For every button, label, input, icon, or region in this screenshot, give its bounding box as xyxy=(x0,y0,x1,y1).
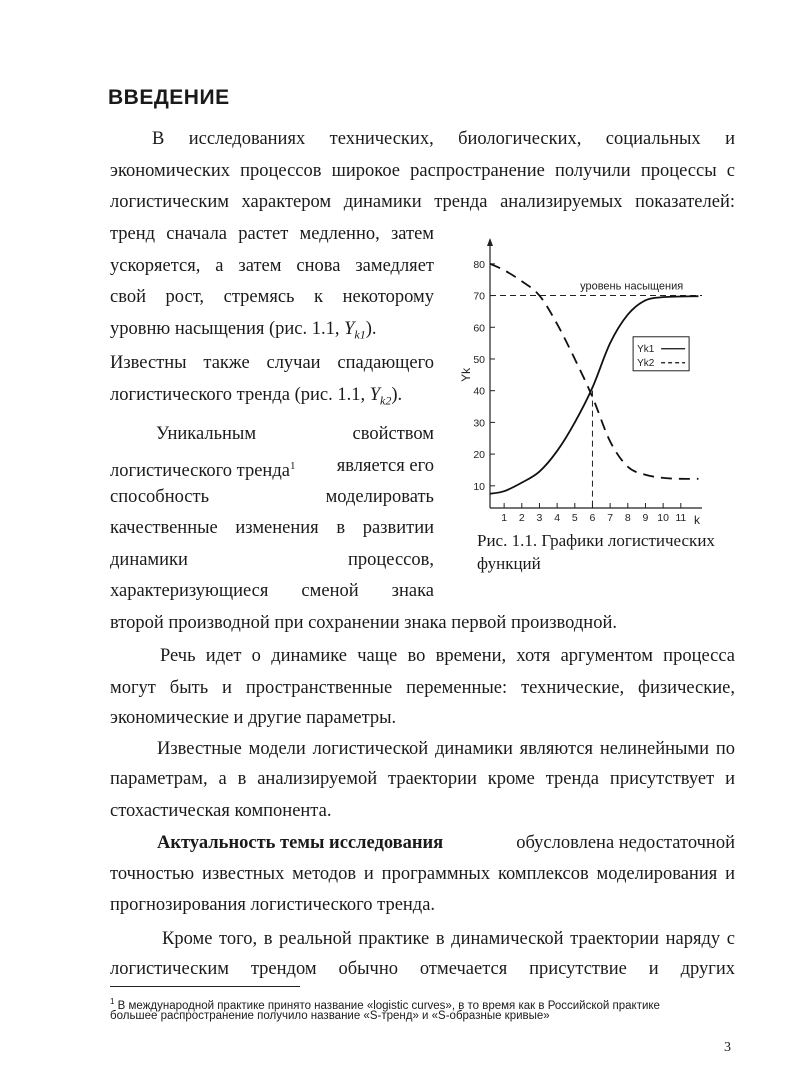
para2-line1: Уникальным свойством xyxy=(156,424,434,444)
x-tick-label: 11 xyxy=(675,512,687,524)
x-axis-label: k xyxy=(694,513,700,527)
para2-line7: второй производной при сохранении знака первой производной. xyxy=(110,613,617,633)
x-tick-label: 1 xyxy=(501,512,508,524)
para1-line2: экономических процессов широкое распространение получили процессы с xyxy=(110,161,735,181)
para1-line3: логистическим характером динамики тренда анализируемых показателей: xyxy=(110,192,735,212)
para4-line1: Известные модели логистической динамики являются нелинейными по xyxy=(157,739,735,759)
para1-line7: уровню насыщения (рис. 1.1, $Y_{k1}$). xyxy=(110,319,377,342)
para1-line1: В исследованиях технических, биологических, социальных и xyxy=(152,129,735,149)
para2-line2: логистического тренда$^1$ является его xyxy=(110,456,434,482)
x-tick-label: 8 xyxy=(624,512,631,524)
para2-line4: качественные изменения в развитии xyxy=(110,518,434,538)
section-heading: ВВЕДЕНИЕ xyxy=(108,86,230,109)
x-tick-label: 6 xyxy=(589,512,596,524)
para2-line6: характеризующиеся сменой знака xyxy=(110,581,434,601)
logistic-chart xyxy=(440,236,740,528)
y-tick-label: 70 xyxy=(473,290,485,303)
legend-label: Yk1 xyxy=(637,343,655,355)
para5-line3: прогнозирования логистического тренда. xyxy=(110,895,436,915)
x-tick-label: 9 xyxy=(642,512,649,524)
series-yk1-line xyxy=(490,296,698,494)
x-tick-label: 4 xyxy=(554,512,561,524)
y-tick-label: 10 xyxy=(473,480,485,493)
y-tick-label: 20 xyxy=(473,449,485,462)
figure-caption-line1: Рис. 1.1. Графики логистических xyxy=(477,531,715,550)
x-tick-label: 2 xyxy=(518,512,525,524)
para1-line4: тренд сначала растет медленно, затем xyxy=(110,224,434,244)
footnote-line1: $^1$ В международной практике принято название «logistic curves», в то время как в Российской практике xyxy=(110,997,660,1012)
footnote-line2: большее распространение получило название «S-тренд» и «S-образные кривые» xyxy=(110,1010,550,1022)
legend-label: Yk2 xyxy=(637,357,655,369)
x-tick-label: 5 xyxy=(571,512,578,524)
figure-caption-line2: функций xyxy=(477,554,541,573)
para6-line1: Кроме того, в реальной практике в динамической траектории наряду с xyxy=(162,929,735,949)
para4-line3: стохастическая компонента. xyxy=(110,801,332,821)
y-tick-label: 80 xyxy=(473,258,485,271)
para1-line8: Известны также случаи спадающего xyxy=(110,353,434,373)
para3-line2: могут быть и пространственные переменные: технические, физические, xyxy=(110,678,735,698)
y-axis-arrow xyxy=(487,238,493,246)
para3-line1: Речь идет о динамике чаще во времени, хотя аргументом процесса xyxy=(160,646,735,666)
y-axis-label: Yk xyxy=(459,367,473,382)
para5-line1: Актуальность темы исследования обусловлена недостаточной xyxy=(157,833,735,853)
para2-line5: динамики процессов, xyxy=(110,550,434,570)
y-tick-label: 30 xyxy=(473,417,485,430)
para1-line9: логистического тренда (рис. 1.1, $Y_{k2}$). xyxy=(110,385,403,408)
y-tick-label: 50 xyxy=(473,353,485,366)
x-tick-label: 7 xyxy=(607,512,614,524)
y-tick-label: 40 xyxy=(473,385,485,398)
x-tick-label: 10 xyxy=(657,512,669,524)
y-tick-label: 60 xyxy=(473,322,485,335)
saturation-label: уровень насыщения xyxy=(580,280,684,293)
para1-line6: свой рост, стремясь к некоторому xyxy=(110,287,434,307)
para5-line2: точностью известных методов и программных комплексов моделирования и xyxy=(110,864,735,884)
para2-line3: способность моделировать xyxy=(110,487,434,507)
para1-line5: ускоряется, а затем снова замедляет xyxy=(110,256,434,276)
para6-line2: логистическим трендом обычно отмечается присутствие и других xyxy=(110,959,735,979)
x-tick-label: 3 xyxy=(536,512,543,524)
page-number: 3 xyxy=(724,1040,731,1055)
footnote-rule xyxy=(110,986,300,987)
para3-line3: экономические и другие параметры. xyxy=(110,708,397,728)
para4-line2: параметрам, а в анализируемой траектории кроме тренда присутствует и xyxy=(110,769,735,789)
